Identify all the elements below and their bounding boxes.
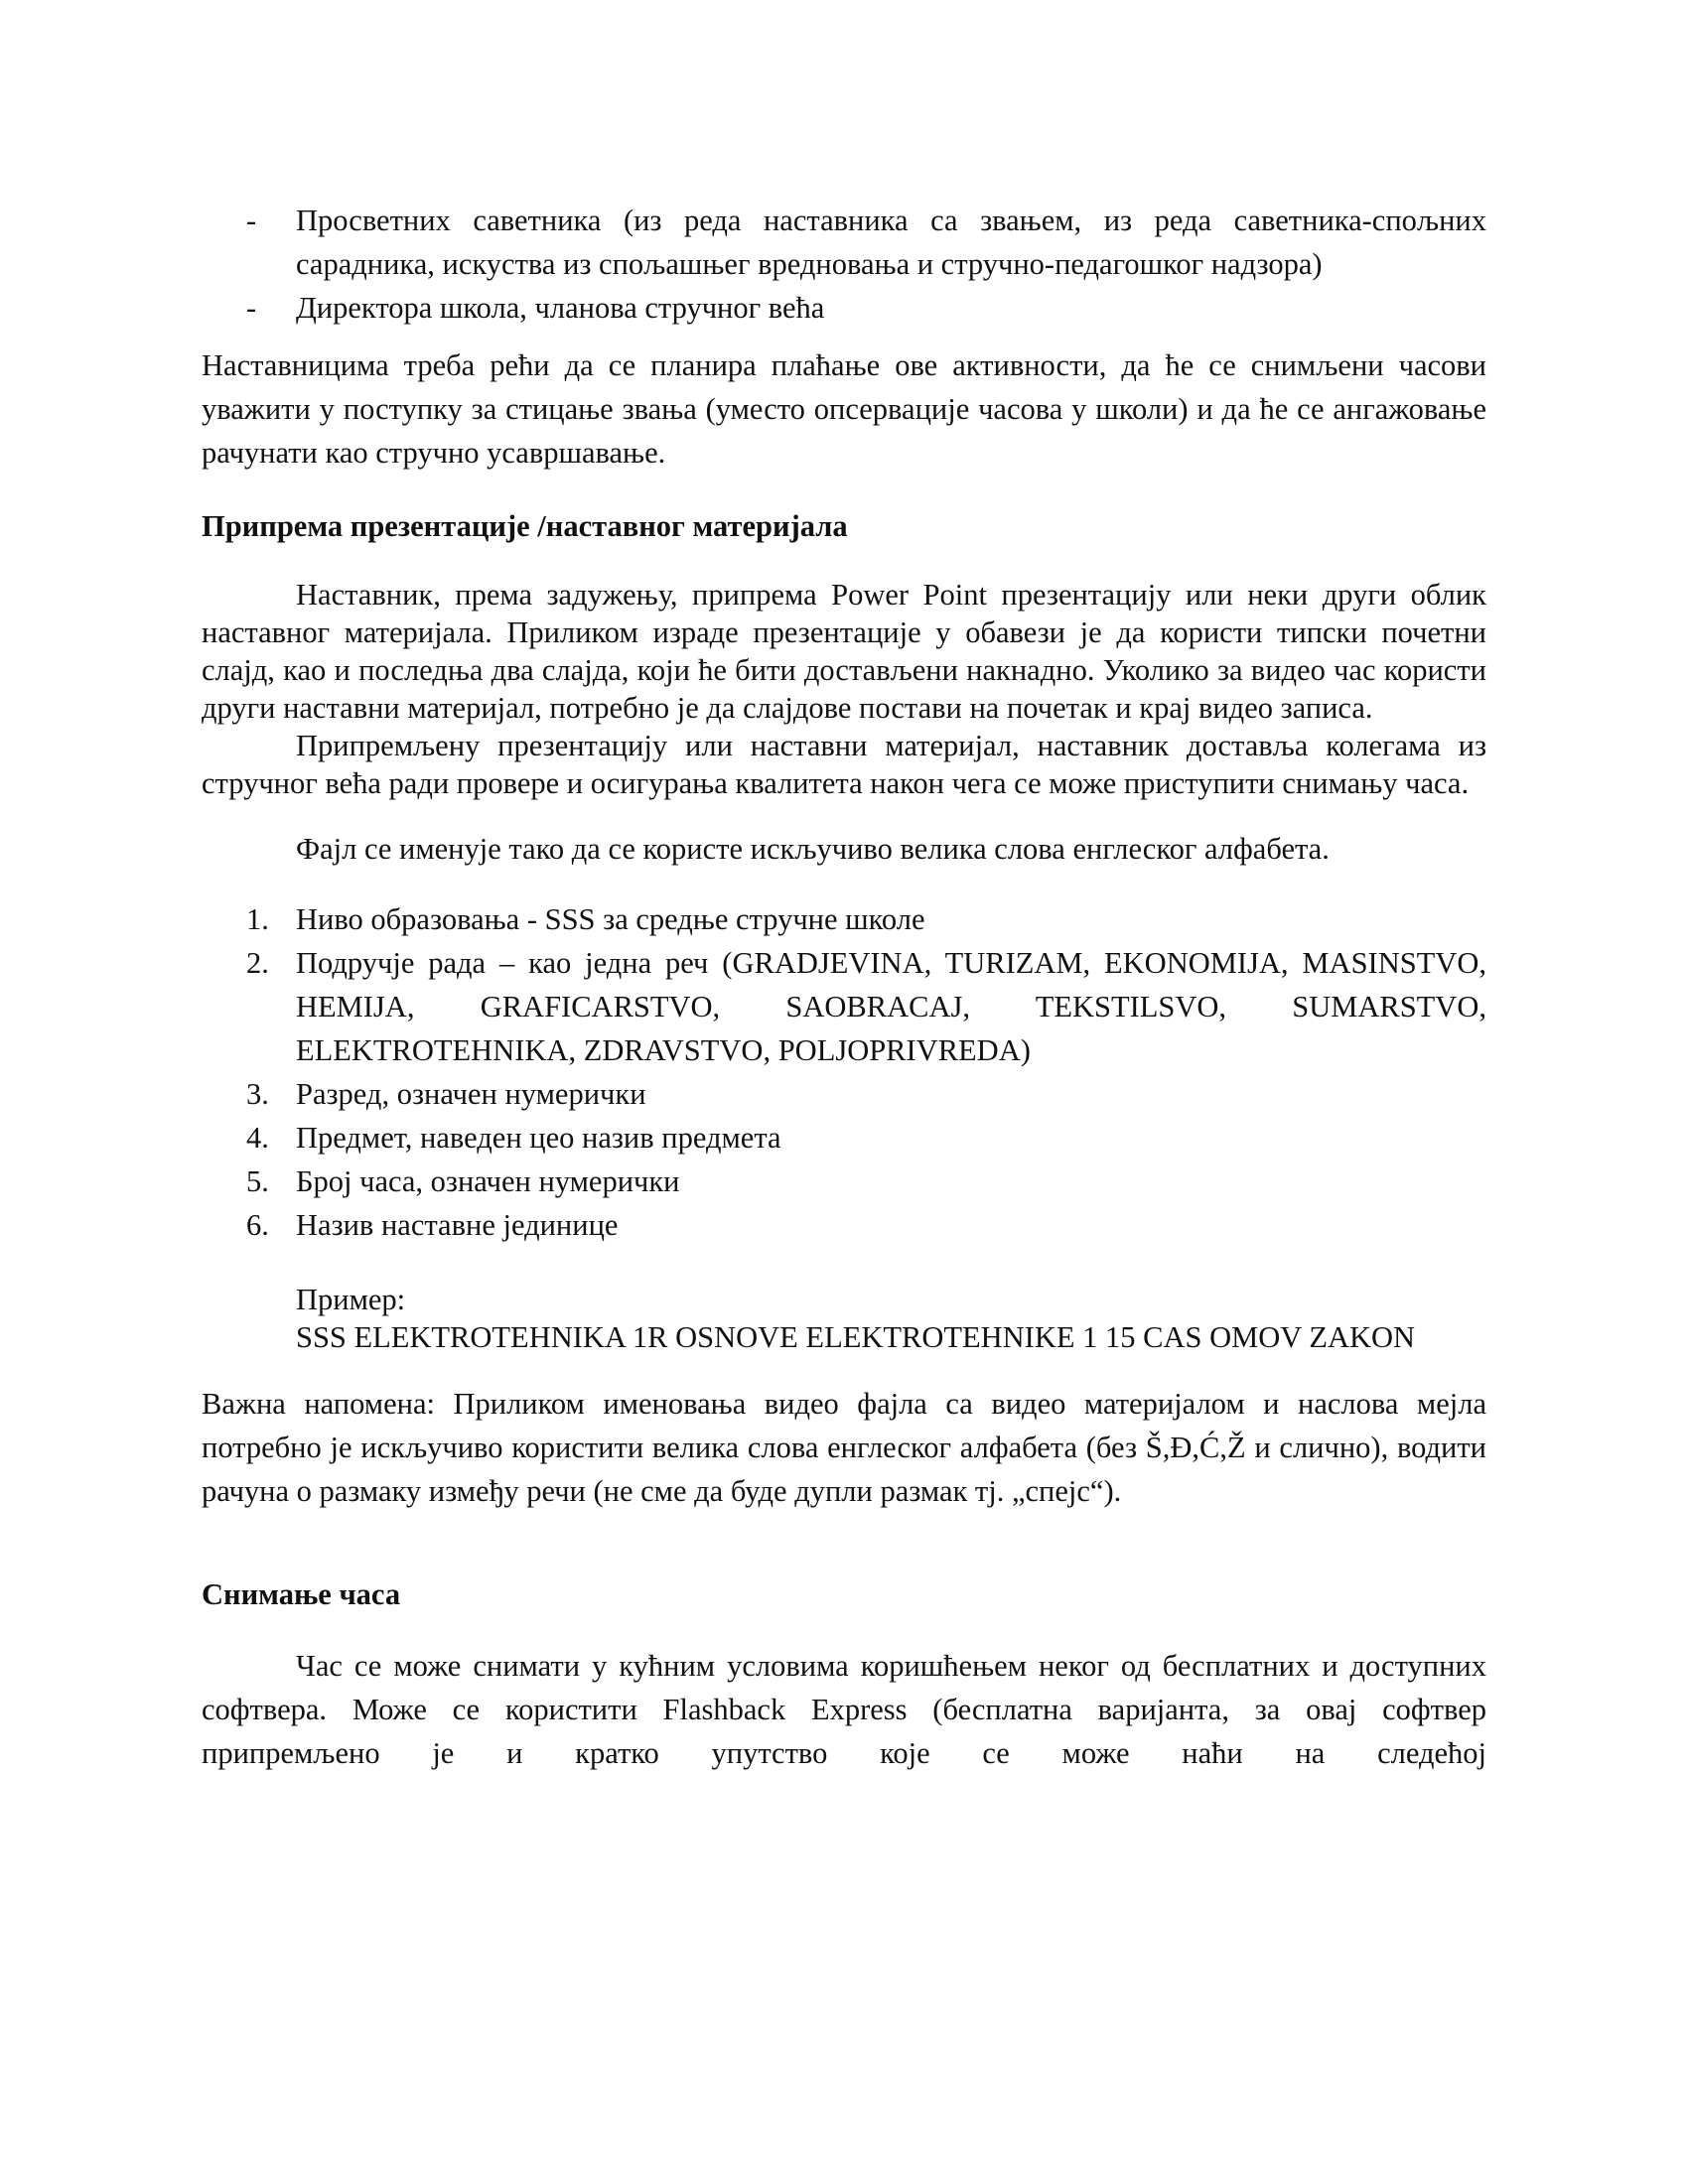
intro-paragraph: Наставницима треба рећи да се планира плаћање ове активности, да ће се снимљени часови уважити у поступку за стицање звања (уместо опсервације часова у школи) и да ће се ангажовање рачунати као стручно усавршавање.	[202, 348, 1486, 470]
list-item	[202, 1116, 1486, 1160]
naming-rules-list	[202, 897, 1486, 1247]
list-item-text: Просветних саветника (из реда наставника са звањем, из реда саветника-спољних сарадника, искуства из спољашњег вредновања и стручно-педагошког надзора)	[296, 204, 1486, 281]
example-label: Пример:	[296, 1283, 406, 1316]
list-number: 5.	[246, 1164, 269, 1198]
list-number: 1.	[246, 902, 269, 936]
paragraph: Припремљену презентацију или наставни материјал, наставник доставља колегама из стручног већа ради провере и осигурања квалитета након чега се може приступити снимању часа.	[202, 729, 1486, 800]
list-item-text: Ниво образовања - SSS за средње стручне школе	[296, 902, 925, 936]
list-item-text: Назив наставне јединице	[296, 1208, 619, 1242]
bullet-marker: -	[246, 291, 257, 325]
list-item-text: Број часа, означен нумерички	[296, 1164, 680, 1198]
paragraph: Наставник, према задужењу, припрема Power Point презентацију или неки други облик наставног материјала. Приликом израде презентације у обавези је да користи типски почетни слајд, као и последња два слајда, који ће бити достављени накнадно. Уколико за видео час користи други наставни материјал, потребно је да слајдове постави на почетак и крај видео записа.	[202, 578, 1486, 725]
list-item-text: Предмет, наведен цео назив предмета	[296, 1121, 781, 1155]
important-note: Важна напомена: Приликом именовања видео фајла са видео материјалом и наслова мејла потребно је искључиво користити велика слова енглеског алфабета (без Š,Đ,Ć,Ž и слично), водити рачуна о размаку између речи (не сме да буде дупли размак тј. „спејс“).	[202, 1387, 1486, 1508]
list-item-text: Директора школа, чланова стручног већа	[296, 291, 825, 325]
list-item	[202, 941, 1486, 1072]
list-item	[202, 1203, 1486, 1247]
list-item-text: Подручје рада – као једна реч (GRADJEVINA, TURIZAM, EKONOMIJA, MASINSTVO, HEMIJA, GRAFICARSTVO, SAOBRACAJ, TEKSTILSVO, SUMARSTVO, ELEKTROTEHNIKA, ZDRAVSTVO, POLJOPRIVREDA)	[296, 946, 1486, 1067]
list-item	[202, 286, 1486, 330]
list-item-text: Разред, означен нумерички	[296, 1077, 646, 1111]
list-item	[202, 199, 1486, 286]
list-item	[202, 897, 1486, 941]
section-heading-presentation: Припрема презентације /наставног материјала	[202, 509, 848, 543]
bullet-list	[202, 199, 1486, 330]
section-heading-recording: Снимање часа	[202, 1577, 401, 1611]
list-number: 6.	[246, 1208, 269, 1242]
document-page	[202, 199, 1486, 1775]
list-item	[202, 1072, 1486, 1116]
list-item	[202, 1160, 1486, 1203]
paragraph: Час се може снимати у кућним условима коришћењем неког од бесплатних и доступних софтвера. Може се користити Flashback Express (бесплатна варијанта, за овај софтвер припремљено је и кратко упутство које се може наћи на следећој	[202, 1649, 1486, 1770]
bullet-marker: -	[246, 204, 257, 237]
list-number: 2.	[246, 946, 269, 980]
list-number: 4.	[246, 1121, 269, 1155]
list-number: 3.	[246, 1077, 269, 1111]
example-filename: SSS ELEKTROTEHNIKA 1R OSNOVE ELEKTROTEHNIKE 1 15 CAS OMOV ZAKON	[296, 1320, 1416, 1354]
naming-intro: Фајл се именује тако да се користе искључиво велика слова енглеског алфабета.	[296, 832, 1330, 866]
